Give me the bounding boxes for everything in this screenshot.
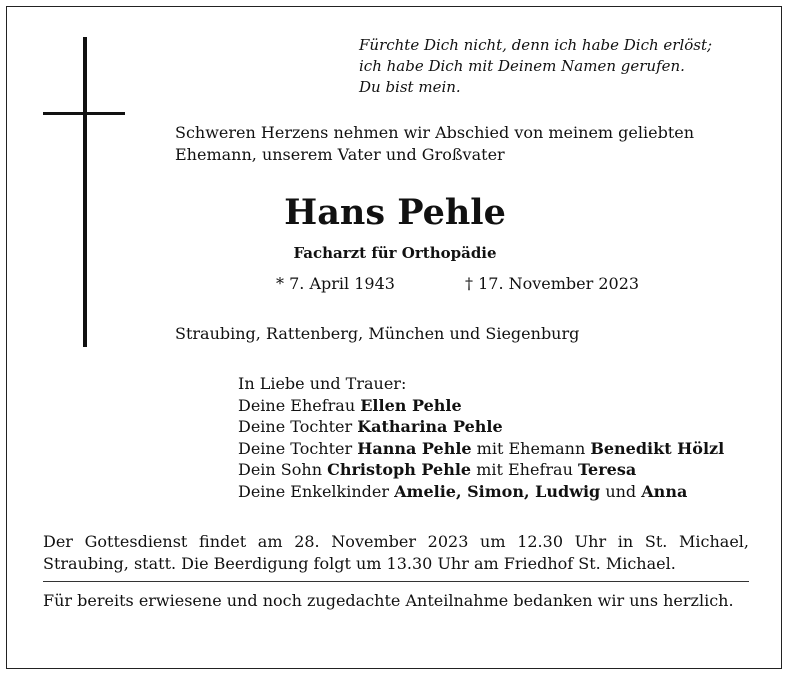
mourner-connector: mit Ehemann [471, 438, 591, 458]
service-info: Der Gottesdienst findet am 28. November 2023 um 12.30 Uhr in St. Michael, Straubing, statt. Die Beerdigung folgt um 13.30 Uhr am Friedhof St. Michael. [43, 532, 749, 573]
mourner-relation: Dein Sohn [238, 460, 328, 479]
mourner-line [238, 459, 724, 481]
places: Straubing, Rattenberg, München und Siegenburg [175, 324, 580, 343]
bible-verse [359, 35, 712, 98]
mourner-line [238, 481, 724, 503]
death-date: † 17. November 2023 [465, 274, 640, 293]
deceased-name: Hans Pehle [284, 192, 506, 233]
cross-icon-bar [43, 112, 125, 115]
cross-icon [83, 37, 87, 347]
intro-line: Schweren Herzens nehmen wir Abschied von meinem geliebten [175, 123, 695, 142]
mourner-partner: Teresa [577, 460, 637, 479]
intro-text [175, 122, 694, 166]
thanks-text: Für bereits erwiesene und noch zugedachte Anteilnahme bedanken wir uns herzlich. [43, 591, 734, 610]
mourner-relation: Deine Enkelkinder [238, 481, 395, 501]
mourner-relation: Deine Tochter [238, 438, 358, 458]
divider [43, 581, 749, 582]
mourner-name: Christoph Pehle [327, 460, 472, 479]
mourner-line [238, 416, 724, 438]
mourners-list [238, 373, 724, 502]
mourner-line [238, 438, 724, 460]
birth-date: * 7. April 1943 [276, 274, 395, 293]
mourner-relation: Deine Tochter [238, 417, 358, 436]
mourner-connector: mit Ehefrau [471, 460, 578, 479]
mourner-name: Anna [641, 481, 688, 501]
mourner-line [238, 395, 724, 417]
mourner-name: Hanna Pehle [357, 438, 472, 458]
mourner-names: Amelie, Simon, Ludwig [394, 481, 601, 501]
verse-line: Du bist mein. [359, 78, 461, 96]
mourner-name: Katharina Pehle [357, 417, 503, 436]
verse-line: Fürchte Dich nicht, denn ich habe Dich erlöst; [359, 36, 713, 54]
verse-line: ich habe Dich mit Deinem Namen gerufen. [359, 57, 685, 75]
obituary-frame [6, 6, 782, 669]
mourner-name: Ellen Pehle [360, 395, 462, 415]
mourner-connector: und [600, 481, 642, 501]
mourner-partner: Benedikt Hölzl [590, 438, 725, 458]
mourner-relation: Deine Ehefrau [238, 395, 361, 415]
intro-line: Ehemann, unserem Vater und Großvater [175, 145, 505, 164]
mourners-heading: In Liebe und Trauer: [238, 374, 407, 393]
deceased-title: Facharzt für Orthopädie [293, 244, 497, 262]
